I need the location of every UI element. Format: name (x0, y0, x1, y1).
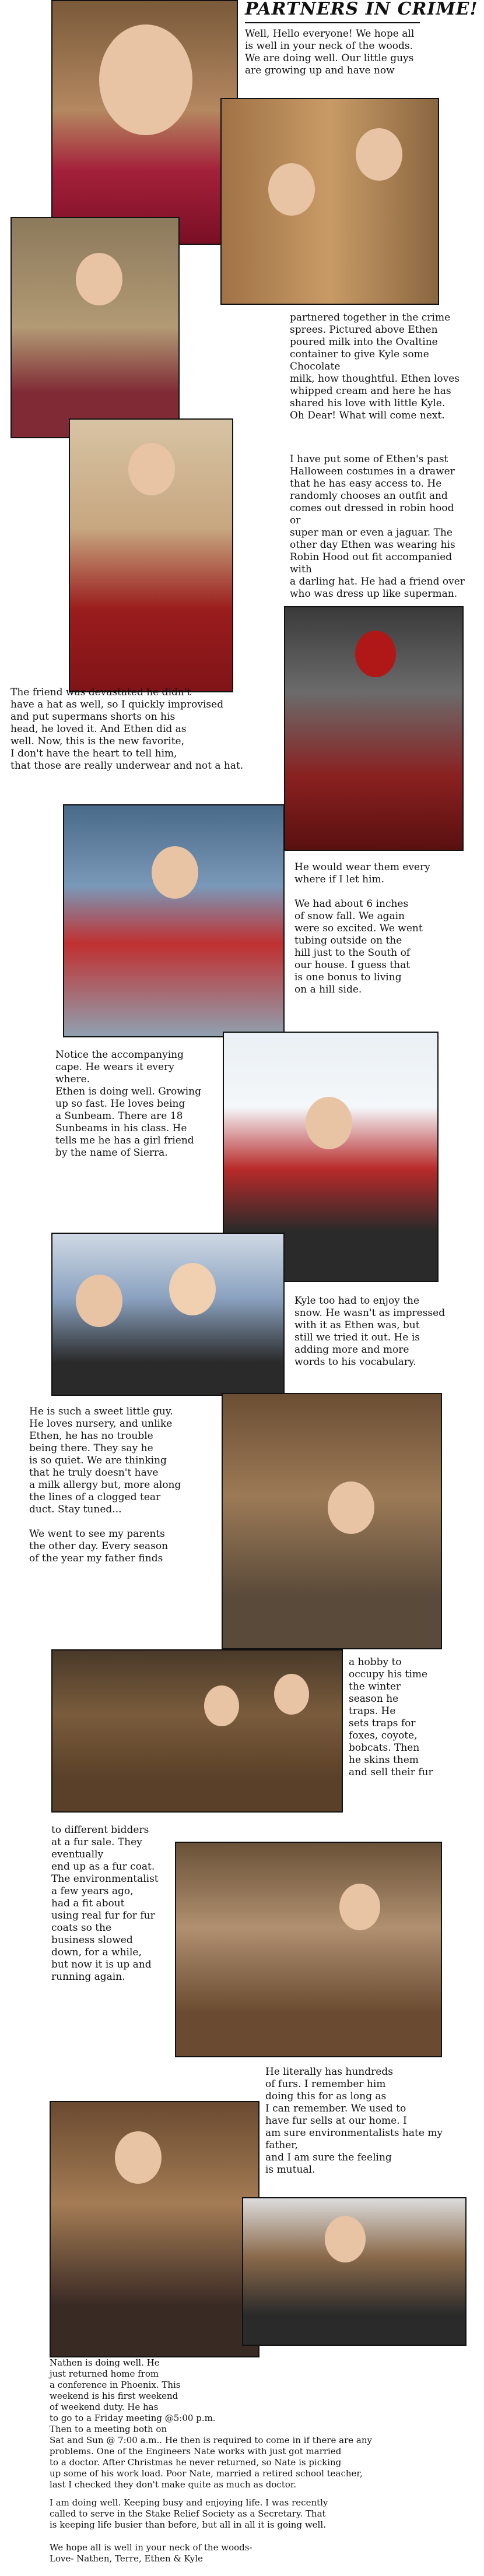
trapping-hobby-text: a hobby to occupy his time the winter season he traps. He sets traps for foxes, coyote, bobcats. Then he skins them and sell their fur (349, 1656, 433, 1778)
superman-friend-text: The friend was devastated he didn't have a hat as well, so I quickly improvised and put supermans shorts on his head, he loved it. And Ethen did as well. Now, this is the new favorite, I don't have the heart to tell him, that those are really underwear and not a hat. (10, 687, 244, 772)
photo-whipped-cream (10, 217, 180, 438)
kyle-snow-text: Kyle too had to enjoy the snow. He wasn't as impressed with it as Ethen was, but still we tried it out. He is adding more and more words to his vocabulary. (294, 1295, 446, 1368)
kyle-update-text: He is such a sweet little guy. He loves nursery, and unlike Ethen, he has no trouble being there. They say he is so quiet. We are thinking that he truly doesn't have a milk allergy but, more along the lines of a clogged tear duct. Stay tuned... We went to see my parents the other day. Every season of the year my father finds (29, 1406, 181, 1564)
photo-nathen-kyle (50, 2101, 259, 2357)
intro-text: Well, Hello everyone! We hope all is well in your neck of the woods. We are doing well. Our little guys are growing up and have now (245, 28, 415, 76)
ethen-update-text: Notice the accompanying cape. He wears it every where. Ethen is doing well. Growing up so fast. He loves being a Sunbeam. There are 18 Sunbeams in his class. He tells me he has a girl friend by the name of Sierra. (55, 1049, 202, 1159)
crime-sprees-text: partnered together in the crime sprees. Pictured above Ethen poured milk into the Ovaltine container to give Kyle some Chocolate milk, how thoughtful. Ethen loves whipped cream and here he has shared his love with little Kyle. Oh Dear! What will come next. (290, 312, 460, 421)
closing-signature: We hope all is well in your neck of the woods- Love- Nathen, Terre, Ethen & Kyle (50, 2542, 252, 2564)
halloween-costumes-text: I have put some of Ethen's past Halloween costumes in a drawer that he has easy access to. He randomly chooses an outfit and comes out dressed in robin hood or super man or even a jaguar. The other day Ethen was wearing his Robin Hood out fit accompanied with a darling hat. He had a friend over who was dress up like superman. (290, 453, 465, 600)
photo-family-group-furs (51, 1649, 343, 1813)
photo-ethen-snow-outfit (63, 804, 285, 1037)
terre-update-text: I am doing well. Keeping busy and enjoying life. I was recently called to serve in the Stake Relief Society as a Secretary. That is keeping life busier than before, but all in all it is going well. (50, 2497, 328, 2530)
photo-toddler-face (51, 0, 238, 245)
hundreds-of-furs-text: He literally has hundreds of furs. I remember him doing this for as long as I can remember. We used to have fur sells at our home. I am sure environmentalists hate my father, and I am sure the feeling is mutual. (265, 2066, 443, 2176)
nathen-update-text: Nathen is doing well. He just returned home from a conference in Phoenix. This weekend is his first weekend of weekend duty. He has to go to a Friday meeting @5:00 p.m. Then to a meeting both on Sat and Sun @ 7:00 a.m.. He then is required to come in if there are any problems. One of the Engineers Nate works with just got married to a doctor. After Christmas he never returned, so Nate is picking up some of his work load. Poor Nate, married a retired school teacher, last I checked they don't make quite as much as doctor. (50, 2357, 373, 2490)
photo-two-boys-kitchen (220, 98, 439, 305)
photo-grandpa-furs (222, 1393, 442, 1649)
title-underline (245, 22, 420, 23)
fur-sale-text: to different bidders at a fur sale. They eventually end up as a fur coat. The environmentalist a few years ago, had a fit about using real fur for fur coats so the business slowed down, for a while, but now it is up and running again. (51, 1824, 159, 1983)
photo-robin-hood-costume (69, 418, 233, 692)
photo-terre-boys (242, 2197, 467, 2346)
photo-grandpa-kids-furs (175, 1842, 442, 2057)
photo-kyle-snow (51, 1233, 285, 1396)
snow-fall-text: He would wear them every where if I let him. We had about 6 inches of snow fall. We again were so excited. We went tubing outside on the hill just to the South of our house. I guess that is one bonus to living on a hill side. (294, 861, 430, 995)
page-title: PARTNERS IN CRIME! (245, 0, 478, 19)
photo-superman-cape (284, 606, 464, 851)
